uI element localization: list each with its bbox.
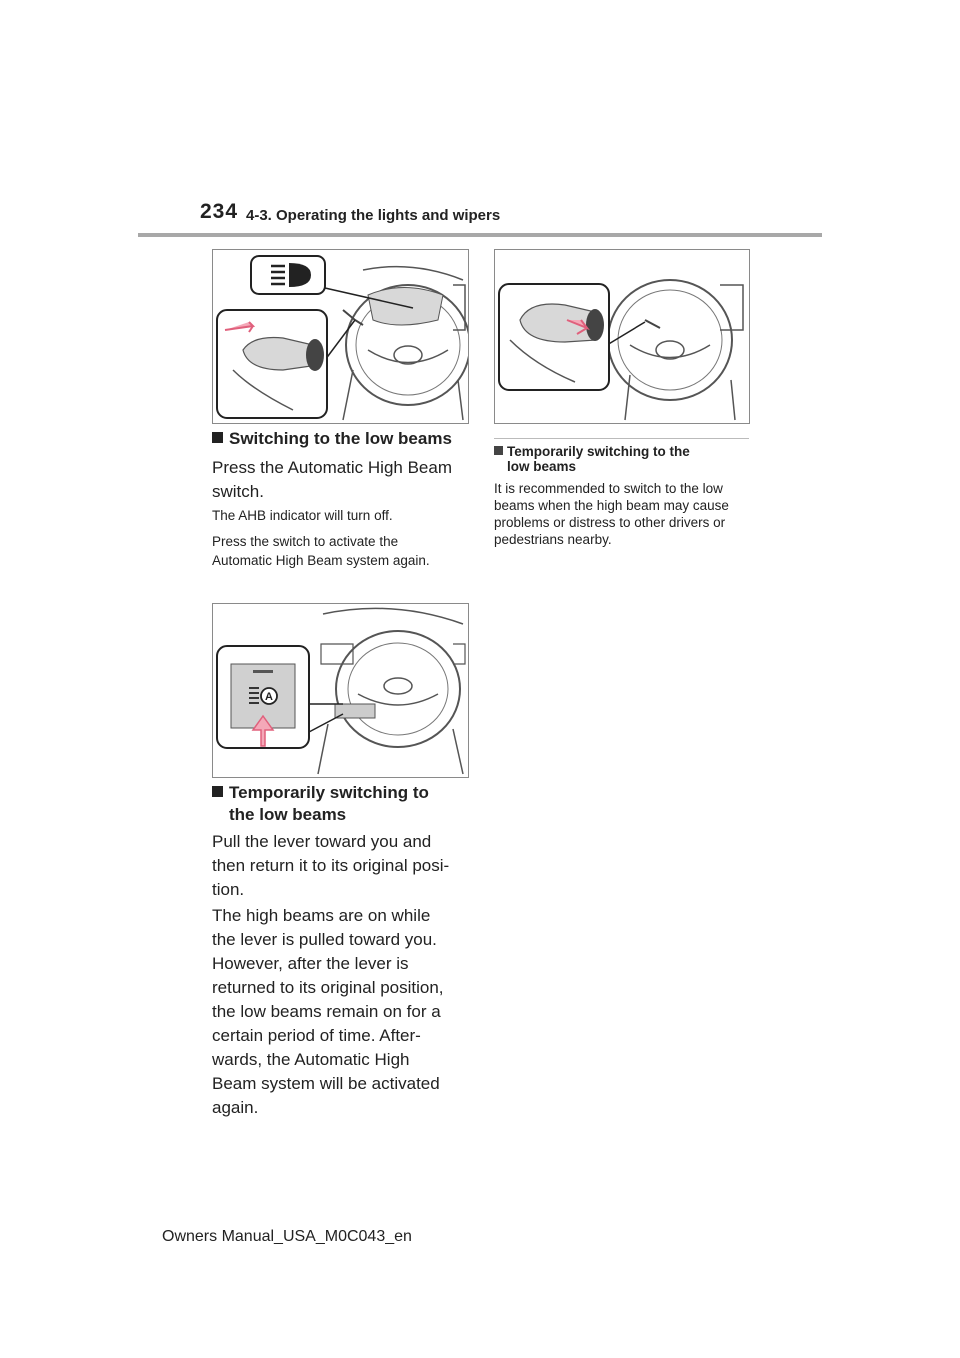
page-number: 234 [200,200,239,223]
para-pull-lever: Pull the lever toward you and then return it to its original posi-tion. [212,832,450,899]
ahb-switch-illustration [213,604,468,777]
heading-temporarily-switching-note: Temporarily switching to the low beams [494,444,750,474]
ahb-switch-label: A [265,691,273,703]
heading-switching-low-beams: Switching to the low beams [212,428,452,450]
lever-push-illustration [213,250,468,423]
heading-temporarily-switching: Temporarily switching to the low beams [212,782,470,826]
note-press-switch-again: Press the switch to activate the Automatic High Beam system again. [212,534,430,568]
figure-lever-pull [494,249,750,424]
note-ahb-indicator: The AHB indicator will turn off. [212,508,393,523]
para-high-beams-on-while: The high beams are on while the lever is pulled toward you. However, after the lever is returned to its original position, the low beams remain on for a certain period of time. After-wards, the Automatic High Beam system will be activated again. [212,906,444,1117]
header-rule [138,233,822,237]
para-press-ahb-switch: Press the Automatic High Beam switch. [212,458,453,501]
section-title: 4-3. Operating the lights and wipers [246,207,501,224]
para-recommended-low-beams: It is recommended to switch to the low beams when the high beam may cause problems or distress to other drivers or pedestrians nearby. [494,481,729,547]
bullet-square [212,432,223,443]
bullet-square [494,446,503,455]
figure-lever-push [212,249,469,424]
bullet-square [212,786,223,797]
section-divider [494,438,749,439]
figure-ahb-switch [212,603,469,778]
footer-manual-id: Owners Manual_USA_M0C043_en [162,1228,412,1245]
lever-pull-illustration [495,250,749,423]
